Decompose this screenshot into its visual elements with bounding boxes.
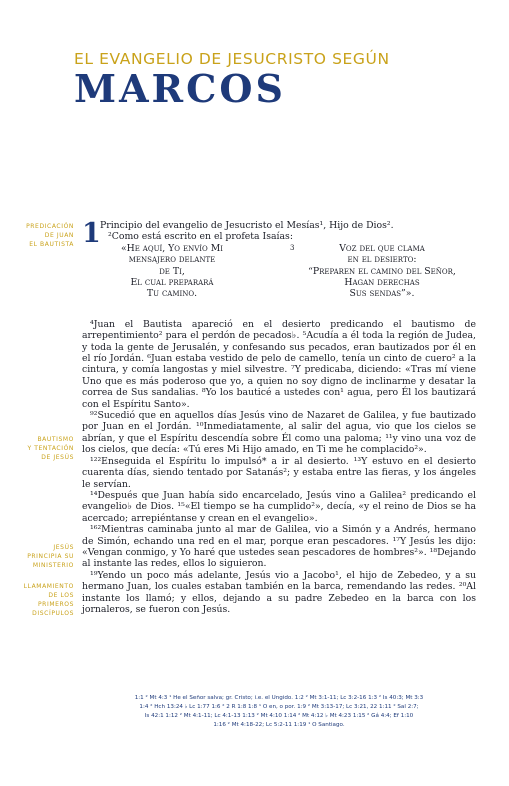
paragraph: ¹⁴Después que Juan había sido encarcelado, Jesús vino a Galilea² predicando el evangelio♭ de Dios. ¹⁵«El tiempo se ha cumplido²», decía, «y el reino de Dios se ha acercado; arrepiéntanse y crean en el evangelio». xyxy=(82,489,476,524)
poetry-line: Voz del que clama xyxy=(339,242,425,254)
poetry-line: mensajero delante xyxy=(128,254,216,266)
side-heading-line: DE JUAN xyxy=(44,232,74,239)
side-heading-line: JESÚS xyxy=(53,544,74,551)
poetry-line: Hagan derechas xyxy=(344,277,420,289)
footnote-line: Is 42:1 1:12 ² Mt 4:1-11; Lc 4:1-13 1:13 ² Mt 4:10 1:14 ² Mt 4:12 ♭ Mt 4:23 1:15 ² Gá 4:4; Ef 1:10 xyxy=(144,713,414,719)
chapter-number: 1 xyxy=(82,218,101,249)
poetry-line: Sus sendas”». xyxy=(349,288,415,300)
paragraph: ⁹²Sucedió que en aquellos días Jesús vino de Nazaret de Galilea, y fue bautizado por Juan en el Jordán. ¹⁰Inmediatamente, al salir del agua, vio que los cielos se abrían, y que el Espíritu descendía sobre Él como una paloma; ¹¹y vino una voz de los cielos, que decía: «Tú eres Mi Hijo amado, en Ti me he complacido²». xyxy=(82,410,476,456)
isaiah-quotation xyxy=(82,243,476,305)
poetry-line: «He aquí, Yo envío Mi xyxy=(120,242,224,254)
side-heading-line: DE JESÚS xyxy=(41,454,74,461)
paragraph: ¹²²Enseguida el Espíritu lo impulsó* a ir al desierto. ¹³Y estuvo en el desierto cuarenta días, siendo tentado por Satanás²; y estaba entre las fieras, y los ángeles le servían. xyxy=(82,455,476,490)
side-heading-line: PRINCIPIA SU xyxy=(27,553,74,560)
footnotes xyxy=(82,694,476,730)
poetry-line: en el desierto: xyxy=(347,254,417,266)
verse-1: Principio del evangelio de Jesucristo el Mesías¹, Hijo de Dios². xyxy=(100,220,394,231)
side-heading-bautismo xyxy=(0,435,74,462)
poetry-line: Tu camino. xyxy=(146,288,198,300)
book-title: MARCOS xyxy=(74,66,286,111)
side-heading-line: PREDICACIÓN xyxy=(26,223,74,230)
side-heading-juan xyxy=(0,222,74,249)
poetry-line: de Ti, xyxy=(159,265,185,277)
side-heading-line: DE LOS xyxy=(48,592,74,599)
poetry-line: “Preparen el camino del Señor, xyxy=(308,265,456,277)
side-heading-line: MINISTERIO xyxy=(32,562,74,569)
side-heading-line: BAUTISMO xyxy=(37,436,74,443)
side-heading-line: Y TENTACIÓN xyxy=(27,445,74,452)
footnote-line: 1:16 ² Mt 4:18-22; Lc 5:2-11 1:19 ¹ O Santiago. xyxy=(213,722,345,728)
side-heading-discipulos xyxy=(0,582,74,618)
side-heading-line: EL BAUTISTA xyxy=(29,241,74,248)
side-heading-ministerio xyxy=(0,543,74,570)
side-heading-line: DISCÍPULOS xyxy=(32,610,74,617)
footnote-line: 1:4 ² Hch 13:24 ♭ Lc 1:77 1:6 ² 2 R 1:8 1:8 ¹ O en, o por. 1:9 ² Mt 3:13-17; Lc 3:21, 22 1:11 ² Sal 2:7; xyxy=(139,704,419,710)
verse-number-3: 3 xyxy=(290,243,295,252)
quotation-right xyxy=(282,243,482,300)
side-heading-line: LLAMAMIENTO xyxy=(23,583,74,590)
book-subtitle: EL EVANGELIO DE JESUCRISTO SEGÚN xyxy=(74,50,390,68)
prose-block xyxy=(82,319,476,616)
quotation-left xyxy=(82,243,262,300)
paragraph: ¹⁹Yendo un poco más adelante, Jesús vio a Jacobo¹, el hijo de Zebedeo, y a su hermano Juan, los cuales estaban también en la barca, remendando las redes. ²⁰Al instante los llamó; y ellos, dejando a su padre Zebedeo en la barca con los jornaleros, se fueron con Jesús. xyxy=(82,569,476,615)
scripture-text xyxy=(82,220,476,615)
side-heading-line: PRIMEROS xyxy=(37,601,74,608)
footnote-line: 1:1 ² Mt 4:3 ¹ He el Señor salva; gr. Cristo; i.e. el Ungido. 1:2 ² Mt 3:1-11; Lc 3:2-16 1:3 ² Is 40:3; Mt 3:3 xyxy=(134,695,424,701)
poetry-line: El cual preparará xyxy=(130,277,214,289)
verse-2-intro: ²Como está escrito en el profeta Isaías: xyxy=(108,231,293,243)
paragraph: ¹⁶²Mientras caminaba junto al mar de Galilea, vio a Simón y a Andrés, hermano de Simón, echando una red en el mar, porque eran pescadores. ¹⁷Y Jesús les dijo: «Vengan conmigo, y Yo haré que ustedes sean pescadores de hombres²». ¹⁸Dejando al instante las redes, ellos lo siguieron. xyxy=(82,524,476,570)
paragraph: ⁴Juan el Bautista apareció en el desierto predicando el bautismo de arrepentimiento² para el perdón de pecados♭. ⁵Acudía a él toda la región de Judea, y toda la gente de Jerusalén, y confesando sus pecados, eran bautizados por él en el río Jordán. ⁶Juan estaba vestido de pelo de camello, tenía un cinto de cuero² a la cintura, y comía langostas y miel silvestre. ⁷Y predicaba, diciendo: «Tras mí viene Uno que es más poderoso que yo, a quien no soy digno de inclinarme y desatar la correa de Sus sandalias. ⁸Yo los bauticé a ustedes con¹ agua, pero Él los bautizará con el Espíritu Santo». xyxy=(82,318,476,410)
